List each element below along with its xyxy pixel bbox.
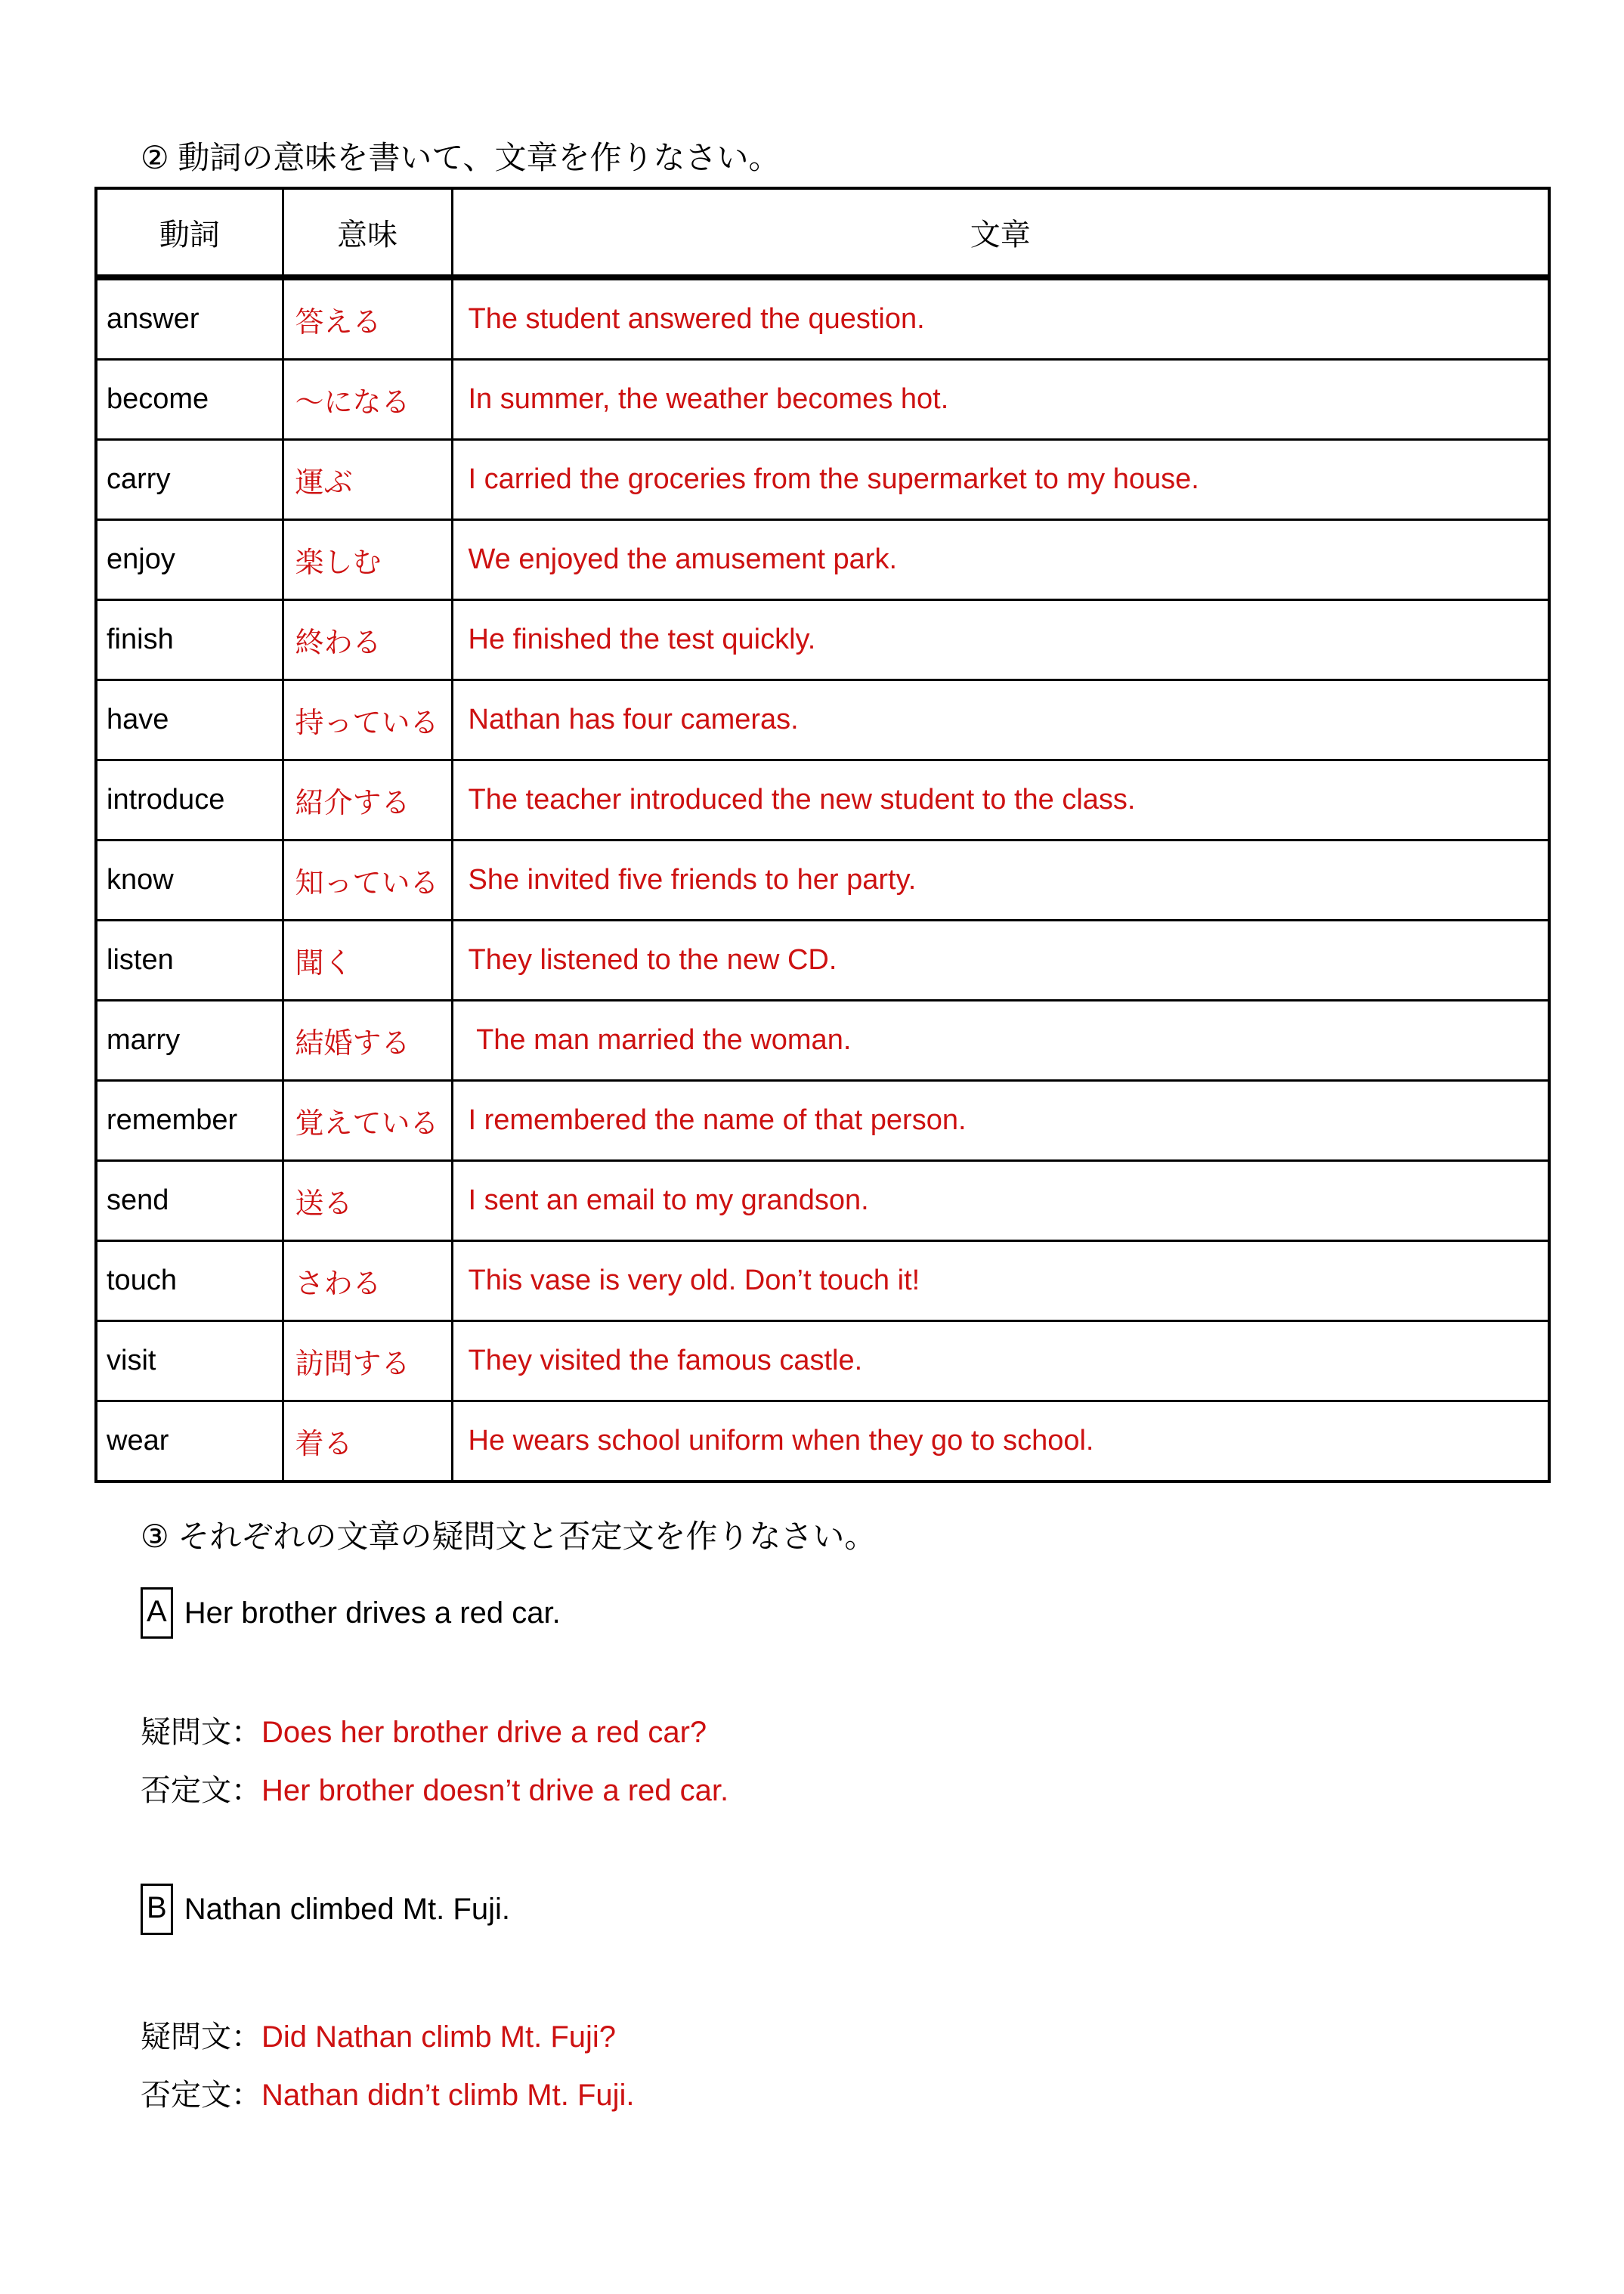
verb-cell: finish [96, 600, 283, 680]
sentence-cell: They listened to the new CD. [452, 921, 1549, 1001]
verb-cell: send [96, 1161, 283, 1241]
meaning-cell: 着る [283, 1401, 452, 1482]
table-row [96, 277, 1549, 360]
negative-line-b [141, 2071, 635, 2114]
verb-cell: introduce [96, 760, 283, 841]
sentence-cell: This vase is very old. Don’t touch it! [452, 1241, 1549, 1321]
table-row [96, 360, 1549, 440]
verb-cell: enjoy [96, 520, 283, 600]
meaning-cell: 訪問する [283, 1321, 452, 1401]
sentence-cell: The man married the woman. [452, 1001, 1549, 1081]
verb-cell: answer [96, 277, 283, 360]
sentence-cell: He finished the test quickly. [452, 600, 1549, 680]
letter-box-a: A [141, 1587, 173, 1639]
sentence-cell: The teacher introduced the new student to the class. [452, 760, 1549, 841]
meaning-cell: 持っている [283, 680, 452, 760]
sentence-cell: I carried the groceries from the supermarket to my house. [452, 440, 1549, 520]
section2-heading: ② 動詞の意味を書いて、文章を作りなさい。 [141, 140, 781, 175]
negative-answer: Nathan didn’t climb Mt. Fuji. [261, 2079, 635, 2112]
negative-answer: Her brother doesn’t drive a red car. [261, 1774, 729, 1807]
sentence-cell: In summer, the weather becomes hot. [452, 360, 1549, 440]
meaning-cell: 楽しむ [283, 520, 452, 600]
verb-cell: remember [96, 1081, 283, 1161]
header-verb: 動詞 [96, 188, 283, 277]
negative-label: 否定文： [141, 2079, 261, 2112]
negative-label: 否定文： [141, 1774, 261, 1807]
meaning-cell: 送る [283, 1161, 452, 1241]
example-a-text: Her brother drives a red car. [184, 1596, 561, 1630]
sentence-cell: She invited five friends to her party. [452, 841, 1549, 921]
example-sentence-b [141, 1884, 510, 1935]
table-row [96, 1401, 1549, 1482]
meaning-cell: 運ぶ [283, 440, 452, 520]
table-row [96, 1241, 1549, 1321]
question-answer: Did Nathan climb Mt. Fuji? [261, 2020, 617, 2054]
verb-cell: listen [96, 921, 283, 1001]
table-row [96, 1081, 1549, 1161]
sentence-cell: They visited the famous castle. [452, 1321, 1549, 1401]
verb-cell: have [96, 680, 283, 760]
verb-cell: become [96, 360, 283, 440]
meaning-cell: 覚えている [283, 1081, 452, 1161]
table-row [96, 520, 1549, 600]
meaning-cell: 紹介する [283, 760, 452, 841]
sentence-cell: Nathan has four cameras. [452, 680, 1549, 760]
sentence-cell: He wears school uniform when they go to school. [452, 1401, 1549, 1482]
verb-cell: wear [96, 1401, 283, 1482]
table-row [96, 680, 1549, 760]
question-answer: Does her brother drive a red car? [261, 1716, 707, 1749]
meaning-cell: 答える [283, 277, 452, 360]
verb-cell: marry [96, 1001, 283, 1081]
meaning-cell: 聞く [283, 921, 452, 1001]
meaning-cell: 結婚する [283, 1001, 452, 1081]
table-row [96, 841, 1549, 921]
verb-cell: visit [96, 1321, 283, 1401]
meaning-cell: 終わる [283, 600, 452, 680]
meaning-cell: さわる [283, 1241, 452, 1321]
header-sentence: 文章 [452, 188, 1549, 277]
question-label: 疑問文： [141, 1716, 261, 1749]
example-b-text: Nathan climbed Mt. Fuji. [184, 1892, 510, 1926]
section3-heading: ③ それぞれの文章の疑問文と否定文を作りなさい。 [141, 1518, 877, 1554]
question-line-a [141, 1708, 707, 1751]
verb-table [94, 187, 1551, 1483]
verb-cell: know [96, 841, 283, 921]
table-row [96, 760, 1549, 841]
question-line-b [141, 2013, 616, 2056]
table-header-row [96, 188, 1549, 277]
sentence-cell: I remembered the name of that person. [452, 1081, 1549, 1161]
table-row [96, 600, 1549, 680]
question-label: 疑問文： [141, 2020, 261, 2054]
table-row [96, 1001, 1549, 1081]
meaning-cell: ～になる [283, 360, 452, 440]
negative-line-a [141, 1766, 728, 1810]
header-meaning: 意味 [283, 188, 452, 277]
sentence-cell: I sent an email to my grandson. [452, 1161, 1549, 1241]
meaning-cell: 知っている [283, 841, 452, 921]
verb-cell: touch [96, 1241, 283, 1321]
verb-cell: carry [96, 440, 283, 520]
example-sentence-a [141, 1587, 561, 1639]
table-row [96, 1321, 1549, 1401]
sentence-cell: We enjoyed the amusement park. [452, 520, 1549, 600]
letter-box-b: B [141, 1884, 173, 1935]
table-row [96, 1161, 1549, 1241]
table-row [96, 440, 1549, 520]
table-row [96, 921, 1549, 1001]
sentence-cell: The student answered the question. [452, 277, 1549, 360]
